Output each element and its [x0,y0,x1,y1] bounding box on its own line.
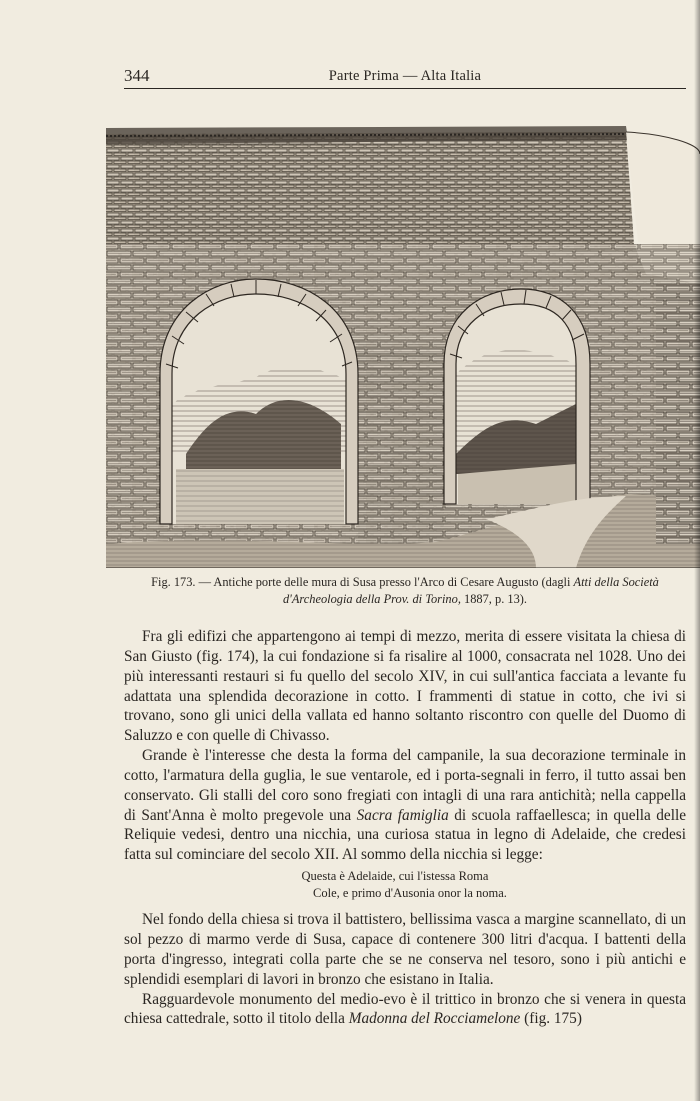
verse-line-2: Cole, e primo d'Ausonia onor la noma. [313,886,507,901]
paragraph-2 [124,746,686,865]
caption-italic-source: Atti della Società d'Archeologia della Prov. di Torino, [282,575,659,606]
paragraph-4-text-a: Ragguardevole monumento del medio-evo è il trittico in bronzo che si venera in questa chiesa cattedrale, sotto il titolo della [124,990,686,1028]
inscription-verse [124,868,686,902]
running-title: Parte Prima — Alta Italia [328,68,482,84]
figure-engraving [106,124,700,568]
ancient-gates-illustration [106,124,700,568]
paragraph-2-text-b: di scuola raffaellesca; in quella delle Reliquie vedesi, dentro una nicchia, una curiosa statua in legno di Adelaide, che credesi fatta sul cominciare del secolo XII. Al sommo della nicchia si legge: [124,806,686,864]
page-edge-shadow [694,0,700,1101]
paragraph-2-text-a: Grande è l'interesse che desta la forma del campanile, la sua decorazione terminale in cotto, l'armatura della guglia, le sue ventarole, ed i porta-segnali in ferro, il tutto assai ben conservato. Gli stalli del coro sono fregiati con intagli di una rara antichità; nella cappella di Sant'Anna è molto pregevole una [124,747,686,824]
paragraph-1: Fra gli edifizi che appartengono ai tempi di mezzo, merita di essere visitata la chiesa di San Giusto (fig. 174), la cui fondazione si fa risalire al 1000, consacrata nel 1028. Uno dei più interessanti restauri si fu quello del secolo XIV, in cui sull'antica facciata a levante fu adattata una splendida decorazione in cotto. I frammenti di statue in cotto, che ivi si trovano, sono gli unici della vallata ed hanno soltanto riscontro con quelle del Duomo di Saluzzo e con quelle di Chivasso. [124,628,686,745]
paragraph-3: Nel fondo della chiesa si trova il battistero, bellissima vasca a margine scannellato, di un sol pezzo di marmo verde di Susa, capace di contenere 300 litri d'acqua. I battenti della porta d'ingresso, integrati colla parte che se ne conserva nel tesoro, sono i più antichi e splendidi esemplari di lavori in bronzo che esistano in Italia. [124,911,686,988]
page-number: 344 [124,66,150,85]
paragraph-4-italic: Madonna del Rocciamelone [348,1010,521,1028]
page-header [124,66,686,89]
figure-caption [124,574,686,608]
paragraph-2-italic: Sacra famiglia [356,806,449,824]
caption-suffix: 1887, p. 13). [460,592,528,606]
paragraph-4-text-b: (fig. 175) [520,1010,582,1028]
verse-line-1: Questa è Adelaide, cui l'istessa Roma [301,869,489,884]
body-text [124,627,686,1029]
paragraph-4 [124,990,686,1030]
caption-text: Fig. 173. — Antiche porte delle mura di Susa presso l'Arco di Cesare Augusto (dagli [151,575,574,589]
